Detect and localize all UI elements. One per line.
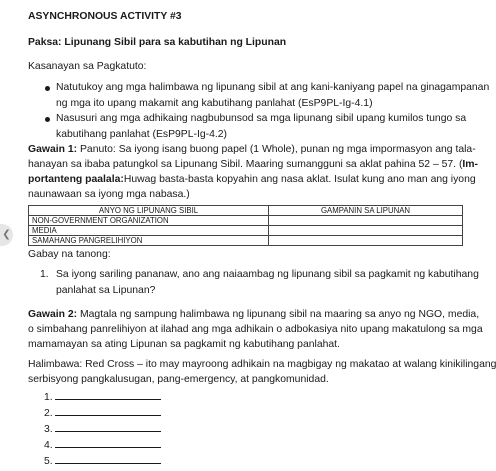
gabay-label: Gabay na tanong: [28,249,111,260]
question-number: 1. [40,269,49,280]
civil-society-table [28,205,463,246]
answer-line[interactable] [44,406,161,420]
table-cell [269,216,463,226]
answer-line[interactable] [44,422,161,436]
bullet-icon [45,86,50,91]
answer-number: 1. [44,392,53,403]
kasanayan-item-1-line2: ng mga ito upang makamit ang kabutihang panlahat (EsP9PL-Ig-4.1) [56,98,373,109]
kasanayan-item-2-line2: kabutihang panlahat (EsP9PL-Ig-4.2) [56,129,227,140]
gawain2-text-1: Magtala ng sampung halimbawa ng lipunang sibil na maaring sa anyo ng NGO, media, [79,309,480,320]
table-header-cell: ANYO NG LIPUNANG SIBIL [29,206,269,216]
question-1-line2: panlahat sa Lipunan? [56,285,156,296]
blank-line[interactable] [55,438,161,448]
table-cell [269,226,463,236]
previous-page-arrow-icon[interactable]: ❮ [0,224,13,246]
gawain1-text-1: Panuto: Sa iyong isang buong papel (1 Whole), punan ng mga impormasyon ang tala- [79,144,476,155]
paksa-text: Lipunang Sibil para sa kabutihan ng Lipunan [64,37,287,48]
gawain1-line3 [28,173,476,186]
answer-line[interactable] [44,454,161,468]
kasanayan-label: Kasanayan sa Pagkatuto: [28,61,147,72]
table-header-cell: GAMPANIN SA LIPUNAN [269,206,463,216]
gawain1-line4: naunawaan sa iyong mga nabasa.) [28,189,190,200]
blank-line[interactable] [55,454,161,464]
gawain2-line2: o simbahang panrelihiyon at ilahad ang mga adhikain o adbokasiya nito upang makatulong sa mga [28,324,483,335]
answer-number: 3. [44,424,53,435]
table-cell: MEDIA [29,226,269,236]
blank-line[interactable] [55,422,161,432]
table-cell [269,236,463,246]
bullet-icon [45,117,50,122]
gawain1-text-2-bold: Im- [462,159,478,170]
answer-number: 5. [44,456,53,467]
kasanayan-item-1-line1: Natutukoy ang mga halimbawa ng lipunang sibil at ang kani-kaniyang papel na ginagampanan [56,82,490,93]
paksa-line [28,36,286,49]
gawain2-label: Gawain 2: [28,309,78,320]
table-cell: SAMAHANG PANGRELIHIYON [29,236,269,246]
table-row [29,236,463,246]
halimbawa-line1: Halimbawa: Red Cross – ito may mayroong adhikain na magbigay ng makatao at walang kinikilingang [28,359,496,370]
table-header-row [29,206,463,216]
answer-number: 2. [44,408,53,419]
gawain1-text-2: hanayan sa ibaba patungkol sa Lipunang Sibil. Maaring sumangguni sa aklat pahina 52 – 57. ( [28,159,463,170]
blank-line[interactable] [55,390,161,400]
paksa-label: Paksa: [28,37,62,48]
gawain2-line3: mamamayan sa ating Lipunan sa pagkamit ng kabutihang panlahat. [28,339,340,350]
halimbawa-line2: serbisyong pangkalusugan, pang-emergency, at pangkomunidad. [28,374,329,385]
blank-line[interactable] [55,406,161,416]
gawain1-label: Gawain 1: [28,144,78,155]
answer-number: 4. [44,440,53,451]
activity-title: ASYNCHRONOUS ACTIVITY #3 [28,11,182,22]
table-row [29,216,463,226]
gawain1-line1 [28,143,476,156]
answer-line[interactable] [44,438,161,452]
gawain2-line1 [28,308,479,321]
table-cell: NON-GOVERNMENT ORGANIZATION [29,216,269,226]
kasanayan-item-2-line1: Nasusuri ang mga adhikaing nagbubunsod sa mga lipunang sibil upang kumilos tungo sa [56,113,467,124]
answer-line[interactable] [44,390,161,404]
table-row [29,226,463,236]
question-1-line1: Sa iyong sariling pananaw, ano ang naiaambag ng lipunang sibil sa pagkamit ng kabutihang [56,269,479,280]
gawain1-text-3: Huwag basta-basta kopyahin ang nasa aklat. Isulat kung ano man ang iyong [123,174,476,185]
gawain1-line2 [28,158,478,171]
paalala-label: portanteng paalala: [28,174,124,185]
